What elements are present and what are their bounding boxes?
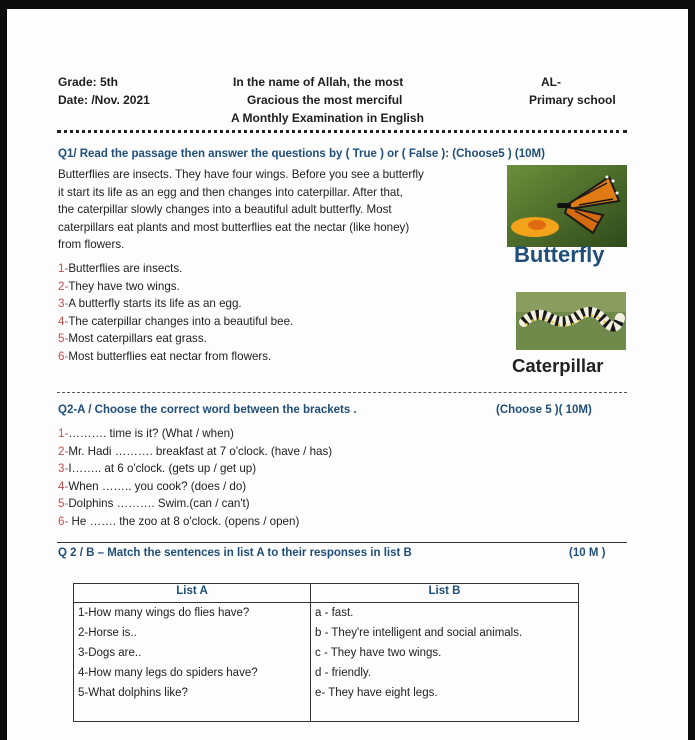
list-b-item: c - They have two wings. (311, 643, 579, 663)
q1-instruction: Q1/ Read the passage then answer the questions by ( True ) or ( False ): (Choose5 ) (10M) (58, 148, 545, 160)
list-a-item: 4-How many legs do spiders have? (74, 663, 311, 683)
list-item: 4-The caterpillar changes into a beautiful bee. (58, 314, 294, 328)
list-item: 5-Dolphins ………. Swim.(can / can't) (58, 497, 250, 511)
table-row (74, 603, 579, 624)
matching-table (73, 583, 579, 722)
header-title-line2: Gracious the most merciful (247, 93, 403, 107)
list-b-item: b - They're intelligent and social animals. (311, 623, 579, 643)
caterpillar-image (516, 292, 626, 350)
school-line2: Primary school (529, 93, 616, 107)
header-divider (57, 130, 627, 133)
list-a-item: 1-How many wings do flies have? (74, 603, 311, 624)
passage-line: caterpillars eat plants and most butterflies eat the nectar (like honey) (58, 220, 410, 234)
list-item: 3-A butterfly starts its life as an egg. (58, 297, 242, 311)
table-row (74, 663, 579, 683)
grade-label: Grade: 5th (58, 75, 119, 89)
list-item: 2-They have two wings. (58, 279, 180, 293)
table-row (74, 623, 579, 643)
butterfly-image (507, 165, 627, 247)
passage-line: from flowers. (58, 238, 125, 251)
header-title-line3: A Monthly Examination in English (231, 111, 424, 125)
list-b-item: e- They have eight legs. (311, 683, 579, 722)
section-divider (57, 542, 627, 543)
list-a-item: 3-Dogs are.. (74, 643, 311, 663)
table-row (74, 683, 579, 722)
caterpillar-caption: Caterpillar (512, 355, 604, 376)
list-a-item: 2-Horse is.. (74, 623, 311, 643)
list-b-header: List B (311, 584, 579, 603)
list-item: 1-Butterflies are insects. (58, 262, 183, 275)
header-title-line1: In the name of Allah, the most (233, 75, 404, 89)
section-divider (57, 392, 627, 393)
q2b-marks: (10 M ) (569, 547, 606, 559)
list-item: 2-Mr. Hadi ………. breakfast at 7 o'clock. (have / has) (58, 444, 333, 458)
q1-items (58, 260, 293, 366)
passage-line: the caterpillar slowly changes into a beautiful adult butterfly. Most (58, 203, 392, 216)
list-item: 6- He ……. the zoo at 8 o'clock. (opens / open) (58, 514, 300, 528)
list-a-item: 5-What dolphins like? (74, 683, 311, 722)
table-row (74, 643, 579, 663)
butterfly-caption: Butterfly (514, 242, 605, 267)
list-b-item: a - fast. (311, 603, 579, 624)
list-b-item: d - friendly. (311, 663, 579, 683)
q2a-instruction: Q2-A / Choose the correct word between the brackets . (58, 404, 357, 416)
date-label: Date: /Nov. 2021 (58, 93, 150, 107)
exam-sheet (7, 9, 688, 740)
list-item: 6-Most butterflies eat nectar from flowers. (58, 349, 272, 363)
passage-line: Butterflies are insects. They have four wings. Before you see a butterfly (58, 168, 424, 181)
q2a-marks: (Choose 5 )( 10M) (496, 404, 592, 416)
passage-line: it start its life as an egg and then changes into caterpillar. After that, (58, 185, 403, 199)
school-line1: AL- (541, 75, 561, 89)
list-item: 4-When …….. you cook? (does / do) (58, 479, 247, 493)
list-a-header: List A (74, 584, 311, 603)
q2a-items (58, 425, 332, 531)
list-item: 1-………. time is it? (What / when) (58, 427, 234, 440)
list-item: 5-Most caterpillars eat grass. (58, 332, 207, 346)
q1-passage (58, 166, 424, 254)
list-item: 3-I…….. at 6 o'clock. (gets up / get up) (58, 462, 257, 476)
q2b-instruction: Q 2 / B – Match the sentences in list A to their responses in list B (58, 547, 412, 559)
